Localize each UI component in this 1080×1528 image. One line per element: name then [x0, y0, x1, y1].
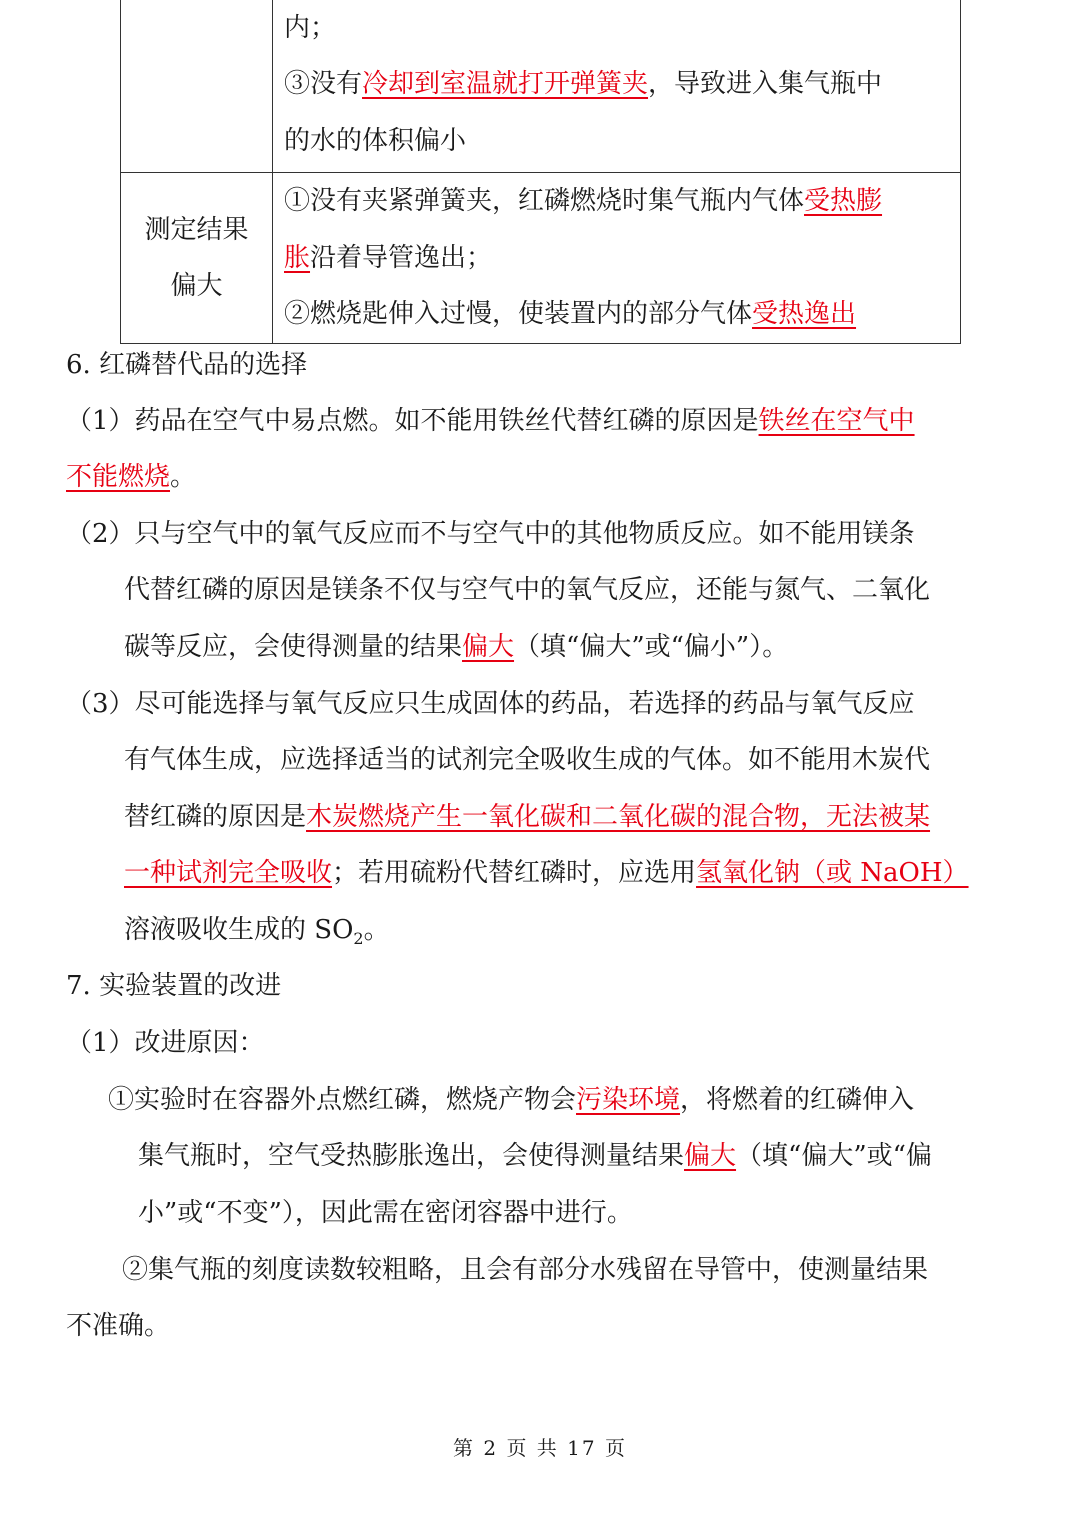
answer-text: 受热逸出 — [752, 299, 857, 330]
text-line — [284, 173, 952, 230]
text-line — [122, 1249, 1074, 1286]
answer-text: 氢氧化钠（或 NaOH） — [696, 858, 969, 888]
text-line — [66, 513, 1018, 550]
body-text: ；若用硫粉代替红磷时，应选用 — [332, 858, 697, 888]
text-line — [66, 400, 1018, 437]
answer-text: 不能燃烧 — [66, 462, 171, 492]
body-text: （2）只与空气中的氧气反应而不与空气中的其他物质反应。如不能用镁条 — [66, 519, 915, 549]
text-line — [124, 852, 1076, 889]
answer-text: 冷却到室温就打开弹簧夹 — [362, 69, 649, 100]
text-line — [108, 1079, 1060, 1116]
answer-text: 偏大 — [462, 632, 515, 662]
text-line — [138, 1135, 1080, 1172]
answer-text: 偏大 — [684, 1141, 737, 1171]
page-footer: 第 2 页 共 17 页 — [453, 1436, 627, 1460]
text-line — [124, 569, 1076, 606]
so2-subscript: 2 — [353, 929, 364, 949]
answer-text: 木炭燃烧产生一氧化碳和二氧化碳的混合物，无法被某 — [306, 802, 931, 832]
body-text: 内； — [284, 12, 337, 43]
body-text: 集气瓶时，空气受热膨胀逸出，会使得测量结果 — [138, 1141, 685, 1171]
body-text: ③没有 — [284, 69, 363, 100]
section7-heading: 7. 实验装置的改进 — [66, 971, 282, 1001]
body-text: ②集气瓶的刻度读数较粗略，且会有部分水残留在导管中，使测量结果 — [122, 1255, 929, 1285]
text-line — [124, 909, 1076, 948]
body-text: 代替红磷的原因是镁条不仅与空气中的氧气反应，还能与氮气、二氧化 — [124, 575, 931, 605]
text-line — [124, 739, 1076, 776]
body-text: ①实验时在容器外点燃红磷，燃烧产物会 — [108, 1085, 577, 1115]
body-text: 碳等反应，会使得测量的结果 — [124, 632, 463, 662]
body-text: （3）尽可能选择与氧气反应只生成固体的药品，若选择的药品与氧气反应 — [66, 689, 915, 719]
row-label-line1: 测定结果 — [144, 215, 249, 245]
body-text: （1）药品在空气中易点燃。如不能用铁丝代替红磷的原因是 — [66, 406, 759, 436]
answer-text: 铁丝在空气中 — [758, 406, 915, 436]
cause-table — [120, 0, 961, 344]
body-text: 替红磷的原因是 — [124, 802, 307, 832]
table-label-cell — [121, 0, 273, 173]
row-label-line2: 偏大 — [170, 271, 223, 301]
text-line — [66, 1305, 1018, 1342]
text-line — [124, 626, 1076, 663]
text-line — [284, 56, 952, 113]
text-line — [138, 1192, 1080, 1229]
body-text: （填“偏大”或“偏 — [736, 1141, 932, 1171]
text-line — [284, 0, 952, 56]
text-line — [124, 796, 1076, 833]
table-label-cell — [121, 173, 273, 344]
text-line — [284, 113, 952, 170]
so2-prefix: 溶液吸收生成的 SO — [124, 915, 354, 945]
body-text: （填“偏大”或“偏小”）。 — [514, 632, 789, 662]
body-text: 。 — [170, 462, 197, 492]
body-text: ，将燃着的红磷伸入 — [680, 1085, 915, 1115]
text-line — [284, 230, 952, 287]
table-row — [121, 173, 961, 344]
section6-heading: 6. 红磷替代品的选择 — [66, 350, 308, 380]
body-text: 有气体生成，应选择适当的试剂完全吸收生成的气体。如不能用木炭代 — [124, 745, 931, 775]
body-text: 小”或“不变”），因此需在密闭容器中进行。 — [138, 1198, 633, 1228]
text-line — [66, 456, 1018, 493]
section7-sub1: （1）改进原因： — [66, 1028, 265, 1058]
body-text: ①没有夹紧弹簧夹，红磷燃烧时集气瓶内气体 — [284, 186, 805, 217]
answer-text: 一种试剂完全吸收 — [124, 858, 333, 888]
table-row — [121, 0, 961, 173]
table-content-cell — [273, 0, 961, 173]
answer-text: 受热膨 — [804, 186, 883, 217]
text-line — [66, 683, 1018, 720]
answer-text: 污染环境 — [576, 1085, 681, 1115]
answer-text: 胀 — [284, 242, 311, 273]
body-text: 不准确。 — [66, 1311, 171, 1341]
body-text: 沿着导管逸出； — [310, 242, 493, 273]
body-text: ，导致进入集气瓶中 — [648, 69, 883, 100]
body-text: 的水的体积偏小 — [284, 125, 467, 156]
body-text: ②燃烧匙伸入过慢，使装置内的部分气体 — [284, 299, 753, 330]
so2-suffix: 。 — [363, 915, 390, 945]
table-content-cell — [273, 173, 961, 344]
text-line — [284, 286, 952, 343]
